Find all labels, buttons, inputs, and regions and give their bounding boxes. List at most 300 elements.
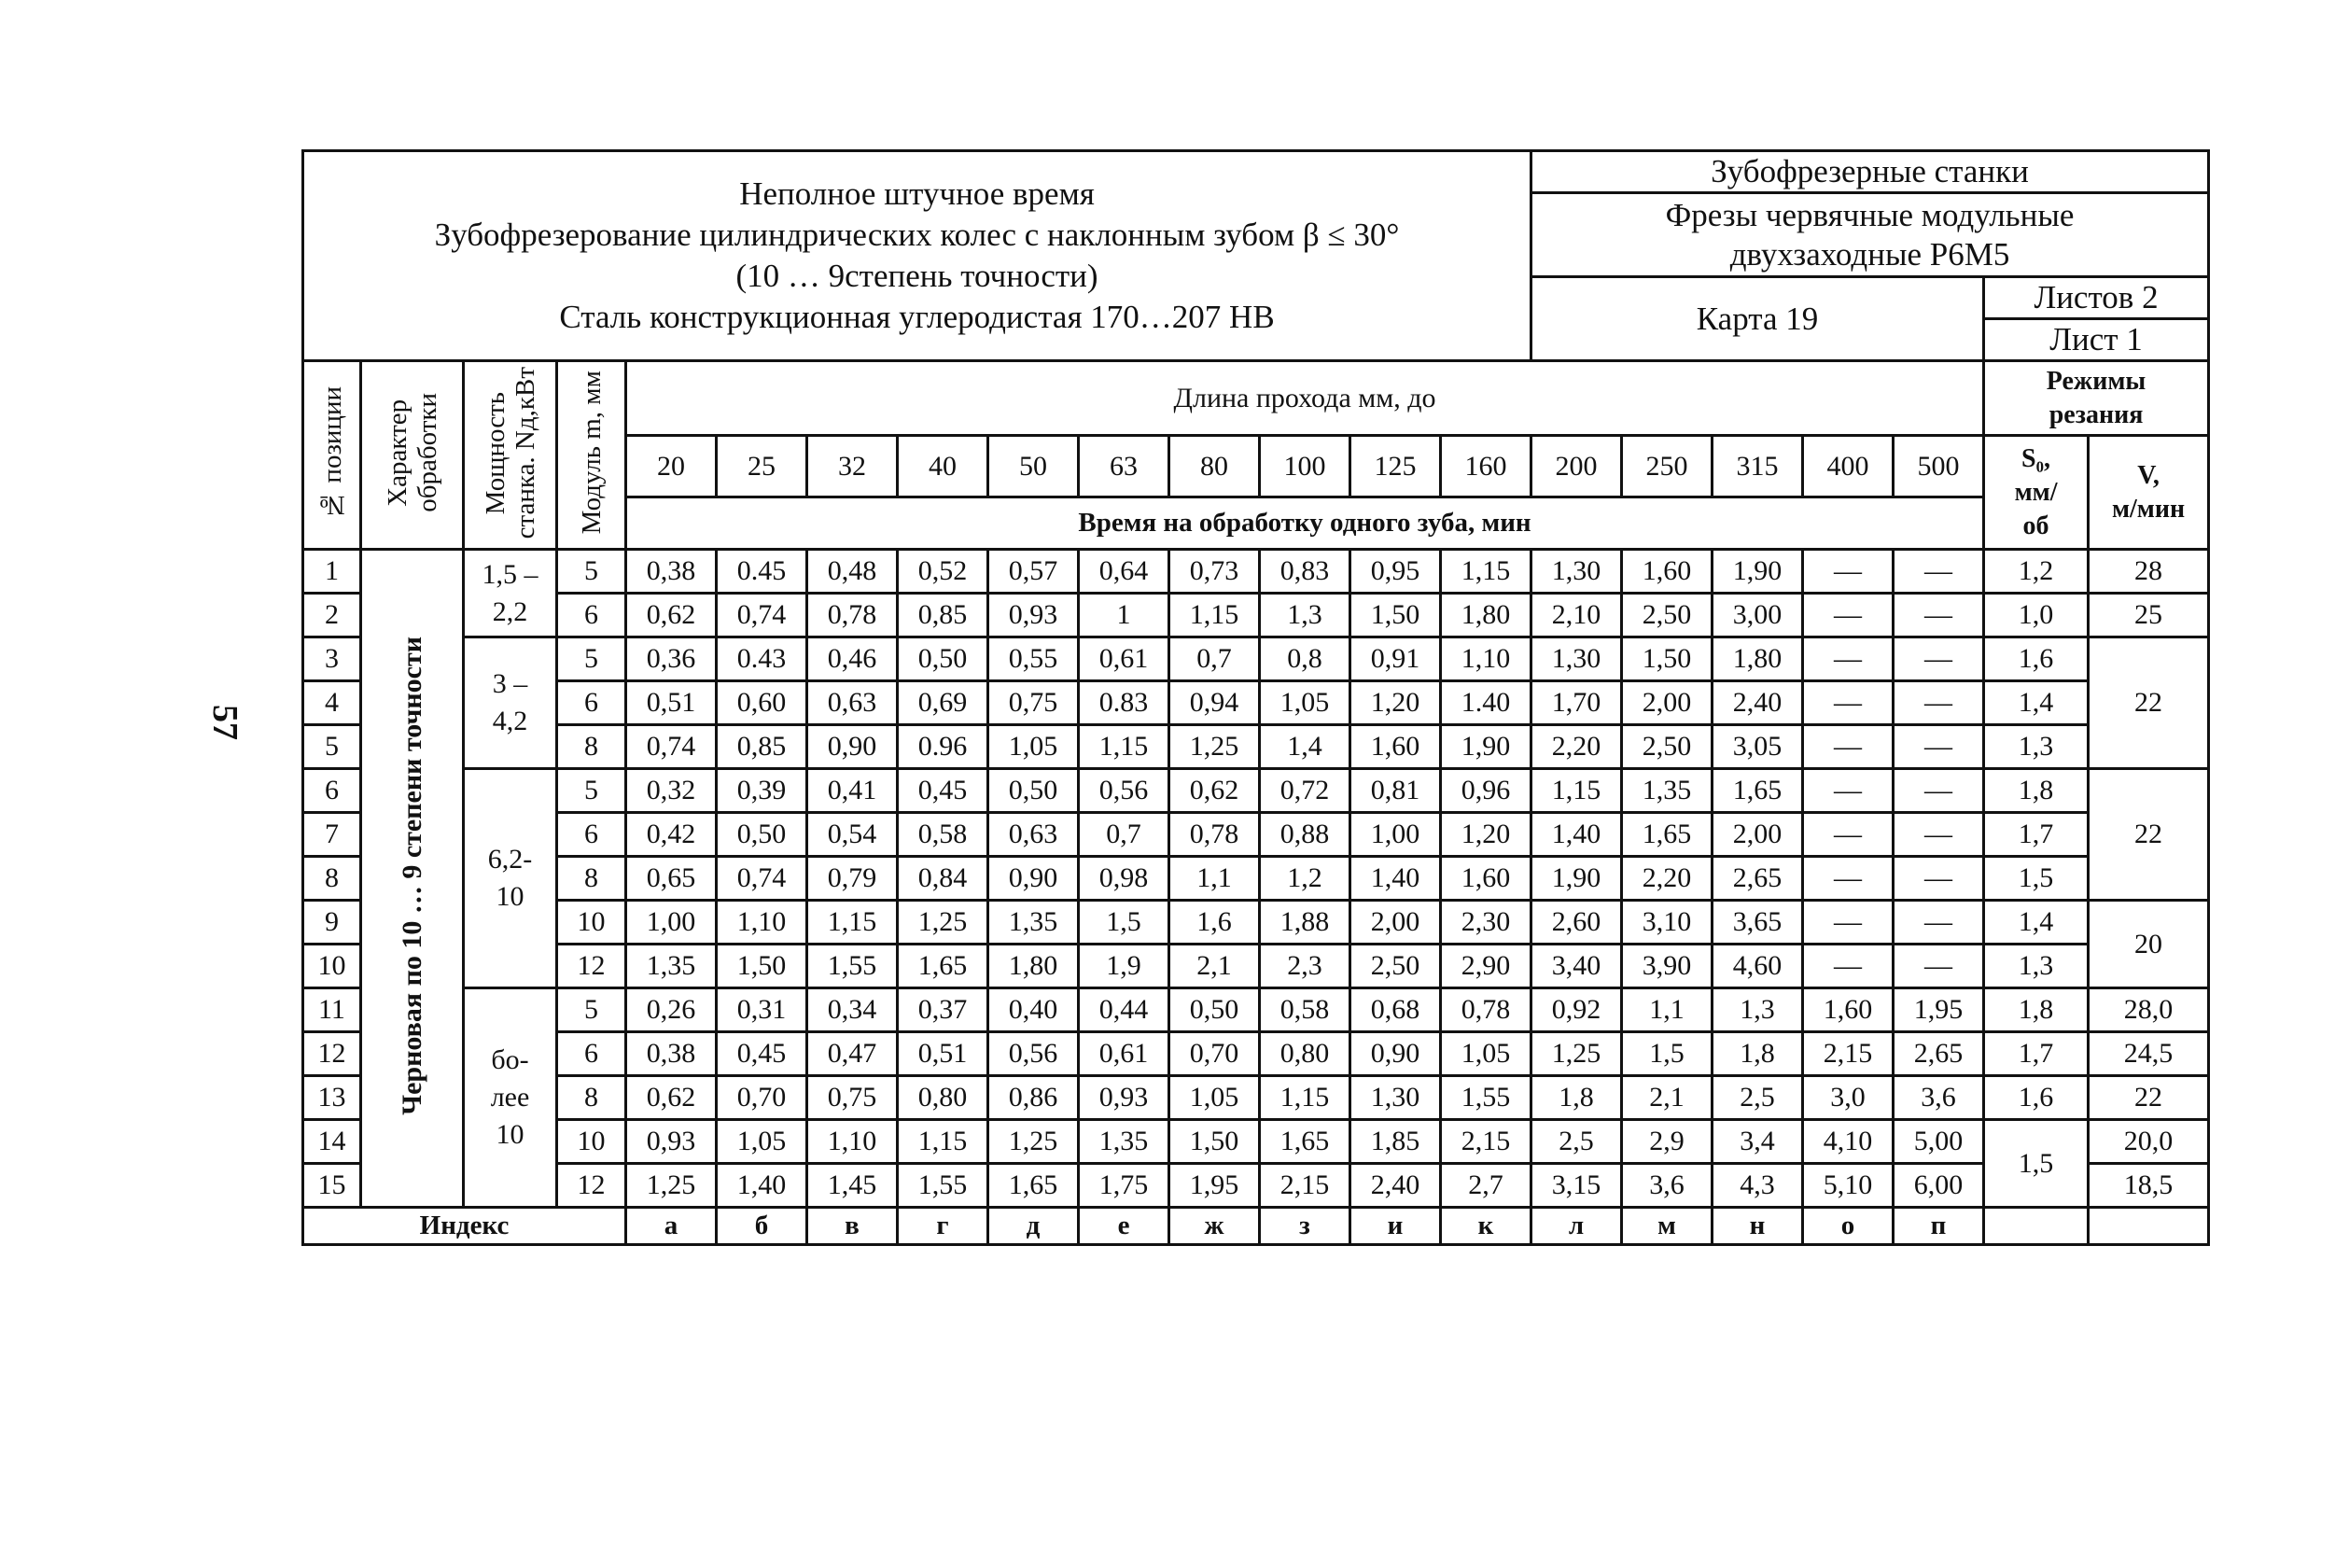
module-cell: 8	[557, 1076, 626, 1120]
time-cell: 0,93	[1079, 1076, 1169, 1120]
time-cell: 1,8	[1713, 1032, 1803, 1076]
time-cell: 1,05	[988, 725, 1079, 769]
time-cell: 1,65	[1622, 813, 1713, 857]
v-cell: 20,0	[2089, 1120, 2209, 1164]
time-cell: 1,25	[1169, 725, 1260, 769]
time-cell: 1,1	[1622, 988, 1713, 1032]
cutter-line-2: двухзаходные Р6М5	[1729, 235, 2010, 273]
time-cell: 0.45	[717, 550, 807, 594]
col-processing-line-1: Характер	[382, 399, 412, 507]
power-group-line: бо-	[491, 1044, 529, 1075]
time-cell: 1,90	[1531, 857, 1622, 901]
tooth-time-header: Время на обработку одного зуба, мин	[626, 497, 1984, 550]
module-cell: 8	[557, 857, 626, 901]
power-group-cell	[464, 769, 557, 988]
sheets-total: Листов 2	[1984, 277, 2209, 319]
time-cell: 1,60	[1441, 857, 1531, 901]
index-letter-cell: и	[1350, 1208, 1441, 1245]
time-cell: 1,90	[1713, 550, 1803, 594]
time-cell: 1,35	[1079, 1120, 1169, 1164]
col-position	[303, 361, 361, 550]
s0-cell: 1,4	[1984, 681, 2089, 725]
page-number: 57	[205, 705, 245, 740]
time-cell: 0,50	[898, 637, 988, 681]
position-cell: 15	[303, 1164, 361, 1208]
position-cell: 2	[303, 594, 361, 637]
time-cell: 0,34	[807, 988, 898, 1032]
time-cell: 0,61	[1079, 637, 1169, 681]
time-cell: 1,30	[1350, 1076, 1441, 1120]
position-cell: 3	[303, 637, 361, 681]
s0-cell: 1,8	[1984, 988, 2089, 1032]
time-cell: 0,90	[1350, 1032, 1441, 1076]
module-cell: 10	[557, 1120, 626, 1164]
time-cell: 1,80	[1713, 637, 1803, 681]
time-cell: 0,48	[807, 550, 898, 594]
time-cell: 1,00	[1350, 813, 1441, 857]
v-header	[2089, 436, 2209, 550]
time-cell: 1,25	[988, 1120, 1079, 1164]
s0-cell: 1,6	[1984, 1076, 2089, 1120]
module-cell: 5	[557, 637, 626, 681]
time-cell: 1,60	[1803, 988, 1894, 1032]
time-cell: 0,86	[988, 1076, 1079, 1120]
time-cell: 1,10	[717, 901, 807, 945]
time-cell: 1,3	[1260, 594, 1350, 637]
time-cell: 0,75	[988, 681, 1079, 725]
cutting-modes-header	[1984, 361, 2209, 436]
s0-cell: 1,8	[1984, 769, 2089, 813]
time-cell: —	[1803, 945, 1894, 988]
time-cell: 1,95	[1169, 1164, 1260, 1208]
time-cell: 0,63	[807, 681, 898, 725]
index-letter-cell: л	[1531, 1208, 1622, 1245]
time-cell: 1,2	[1260, 857, 1350, 901]
time-cell: 2,50	[1350, 945, 1441, 988]
time-cell: 0,69	[898, 681, 988, 725]
title-line-4: Сталь конструкционная углеродистая 170…207 НВ	[559, 299, 1275, 335]
index-empty-v	[2089, 1208, 2209, 1245]
v-line-2: м/мин	[2111, 494, 2186, 524]
position-cell: 7	[303, 813, 361, 857]
time-cell: 2,65	[1713, 857, 1803, 901]
time-cell: 0,78	[1441, 988, 1531, 1032]
time-cell: 0,85	[717, 725, 807, 769]
time-cell: 1,35	[626, 945, 717, 988]
time-cell: 1,05	[1441, 1032, 1531, 1076]
time-cell: 1,65	[1260, 1120, 1350, 1164]
time-cell: 1,45	[807, 1164, 898, 1208]
time-cell: 1,10	[1441, 637, 1531, 681]
index-empty-s0	[1984, 1208, 2089, 1245]
time-cell: 0,74	[626, 725, 717, 769]
time-cell: 0,26	[626, 988, 717, 1032]
time-cell: 0,80	[898, 1076, 988, 1120]
time-cell: 2,50	[1622, 725, 1713, 769]
module-cell: 5	[557, 988, 626, 1032]
module-cell: 5	[557, 550, 626, 594]
time-cell: 1,50	[1622, 637, 1713, 681]
col-power-label	[481, 367, 540, 539]
time-cell: 1	[1079, 594, 1169, 637]
card-label: Карта 19	[1531, 277, 1984, 361]
time-cell: 1,05	[1260, 681, 1350, 725]
length-header-cell: 200	[1531, 436, 1622, 497]
time-cell: 1,15	[1260, 1076, 1350, 1120]
table-row	[303, 988, 2209, 1032]
length-header-cell: 400	[1803, 436, 1894, 497]
time-cell: 0,55	[988, 637, 1079, 681]
col-power	[464, 361, 557, 550]
time-cell: 3,6	[1622, 1164, 1713, 1208]
table-row	[303, 550, 2209, 594]
s0-cell: 1,5	[1984, 857, 2089, 901]
time-cell: 0,50	[988, 769, 1079, 813]
time-cell: 1,70	[1531, 681, 1622, 725]
col-power-line-1: Мощность	[480, 391, 510, 514]
time-cell: 6,00	[1894, 1164, 1984, 1208]
length-header-cell: 50	[988, 436, 1079, 497]
time-cell: 1,35	[988, 901, 1079, 945]
module-cell: 10	[557, 901, 626, 945]
time-cell: 0,72	[1260, 769, 1350, 813]
table-row	[303, 681, 2209, 725]
time-cell: 1,55	[1441, 1076, 1531, 1120]
time-cell: 0,93	[626, 1120, 717, 1164]
time-cell: 2,15	[1260, 1164, 1350, 1208]
index-letter-cell: г	[898, 1208, 988, 1245]
v-cell: 22	[2089, 1076, 2209, 1120]
time-cell: 0,78	[807, 594, 898, 637]
time-cell: —	[1803, 550, 1894, 594]
col-module	[557, 361, 626, 550]
time-cell: 2,30	[1441, 901, 1531, 945]
time-cell: 0,74	[717, 594, 807, 637]
machines-label: Зубофрезерные станки	[1531, 151, 2209, 193]
index-letter-cell: е	[1079, 1208, 1169, 1245]
table-row	[303, 1032, 2209, 1076]
time-cell: 1,15	[1441, 550, 1531, 594]
time-cell: 1,3	[1713, 988, 1803, 1032]
time-cell: 1,5	[1622, 1032, 1713, 1076]
time-cell: 0,63	[988, 813, 1079, 857]
module-cell: 12	[557, 945, 626, 988]
time-cell: 0,45	[717, 1032, 807, 1076]
time-cell: 1,90	[1441, 725, 1531, 769]
time-cell: 2,20	[1622, 857, 1713, 901]
index-letter-cell: к	[1441, 1208, 1531, 1245]
time-cell: 0.43	[717, 637, 807, 681]
time-cell: —	[1894, 945, 1984, 988]
time-cell: 1,25	[898, 901, 988, 945]
time-cell: 0,41	[807, 769, 898, 813]
time-cell: 1,4	[1260, 725, 1350, 769]
length-header-cell: 40	[898, 436, 988, 497]
time-cell: —	[1894, 637, 1984, 681]
time-cell: 0,39	[717, 769, 807, 813]
time-cell: 0,73	[1169, 550, 1260, 594]
time-cell: 0,65	[626, 857, 717, 901]
time-cell: 2,40	[1350, 1164, 1441, 1208]
time-cell: 1.40	[1441, 681, 1531, 725]
pass-length-header: Длина прохода мм, до	[626, 361, 1984, 436]
time-cell: 0,83	[1260, 550, 1350, 594]
time-cell: 3,10	[1622, 901, 1713, 945]
time-cell: 0,61	[1079, 1032, 1169, 1076]
time-cell: 0,79	[807, 857, 898, 901]
position-cell: 4	[303, 681, 361, 725]
module-cell: 6	[557, 681, 626, 725]
index-letter-cell: д	[988, 1208, 1079, 1245]
table-row	[303, 725, 2209, 769]
index-letter-cell: п	[1894, 1208, 1984, 1245]
power-group-line: 10	[496, 1119, 524, 1150]
time-cell: 1,05	[1169, 1076, 1260, 1120]
length-header-cell: 25	[717, 436, 807, 497]
time-cell: 0,54	[807, 813, 898, 857]
time-cell: —	[1894, 725, 1984, 769]
s0-cell: 1,4	[1984, 901, 2089, 945]
s0-cell: 1,3	[1984, 725, 2089, 769]
time-cell: 1,20	[1350, 681, 1441, 725]
time-cell: 2,40	[1713, 681, 1803, 725]
power-group-line: 6,2-	[487, 844, 533, 875]
time-cell: 0,7	[1079, 813, 1169, 857]
time-cell: 2,50	[1622, 594, 1713, 637]
time-cell: 0,38	[626, 1032, 717, 1076]
length-header-cell: 20	[626, 436, 717, 497]
time-cell: 0,70	[717, 1076, 807, 1120]
sheet-number: Лист 1	[1984, 319, 2209, 361]
s0-cell: 1,7	[1984, 813, 2089, 857]
time-cell: 0,74	[717, 857, 807, 901]
time-cell: 0,98	[1079, 857, 1169, 901]
time-cell: 1,50	[717, 945, 807, 988]
power-group-line: 1,5 –	[482, 558, 538, 590]
time-cell: 1,40	[1531, 813, 1622, 857]
time-cell: 1,40	[1350, 857, 1441, 901]
time-cell: 0,70	[1169, 1032, 1260, 1076]
length-header-cell: 160	[1441, 436, 1531, 497]
title-line-3: (10 … 9степень точности)	[735, 258, 1098, 294]
time-cell: 1,50	[1169, 1120, 1260, 1164]
col-position-label: № позиции	[316, 385, 347, 520]
position-cell: 6	[303, 769, 361, 813]
position-cell: 8	[303, 857, 361, 901]
table-row	[303, 637, 2209, 681]
s0-cell: 1,7	[1984, 1032, 2089, 1076]
time-cell: 0,92	[1531, 988, 1622, 1032]
time-cell: 3,05	[1713, 725, 1803, 769]
power-group-line: 2,2	[492, 595, 528, 627]
v-cell: 22	[2089, 769, 2209, 901]
time-cell: 0,78	[1169, 813, 1260, 857]
time-cell: 1,05	[717, 1120, 807, 1164]
time-cell: 2,7	[1441, 1164, 1531, 1208]
time-cell: 1,50	[1350, 594, 1441, 637]
table-title	[303, 151, 1531, 361]
v-line-1: V,	[2137, 460, 2160, 490]
time-cell: 0,90	[807, 725, 898, 769]
time-cell: 0,50	[1169, 988, 1260, 1032]
col-module-label: Модуль m, мм	[576, 371, 607, 535]
time-cell: 2,00	[1713, 813, 1803, 857]
index-letter-cell: м	[1622, 1208, 1713, 1245]
time-cell: 0,85	[898, 594, 988, 637]
s0-line-2: мм/	[2014, 477, 2058, 507]
s0-cell: 1,5	[1984, 1120, 2089, 1208]
time-cell: —	[1894, 681, 1984, 725]
index-label: Индекс	[303, 1208, 626, 1245]
time-cell: —	[1894, 857, 1984, 901]
time-cell: 4,3	[1713, 1164, 1803, 1208]
time-cell: 2,15	[1803, 1032, 1894, 1076]
modes-line-1: Режимы	[2046, 366, 2146, 396]
time-cell: 3,40	[1531, 945, 1622, 988]
time-cell: 1,20	[1441, 813, 1531, 857]
time-cell: 0,90	[988, 857, 1079, 901]
power-group-cell	[464, 988, 557, 1208]
time-cell: 0,46	[807, 637, 898, 681]
time-cell: 1,25	[626, 1164, 717, 1208]
col-processing-label	[383, 393, 442, 512]
time-cell: 4,10	[1803, 1120, 1894, 1164]
modes-line-2: резания	[2048, 399, 2144, 429]
v-cell: 28	[2089, 550, 2209, 594]
table-row	[303, 901, 2209, 945]
time-cell: 2,00	[1350, 901, 1441, 945]
index-letter-cell: о	[1803, 1208, 1894, 1245]
time-cell: 1,9	[1079, 945, 1169, 988]
v-cell: 28,0	[2089, 988, 2209, 1032]
table-row	[303, 945, 2209, 988]
time-cell: 1,60	[1622, 550, 1713, 594]
processing-type-cell	[361, 550, 464, 1208]
time-cell: 1,15	[1079, 725, 1169, 769]
time-cell: 0,56	[988, 1032, 1079, 1076]
power-group-cell	[464, 637, 557, 769]
time-cell: 0.96	[898, 725, 988, 769]
time-cell: 0,37	[898, 988, 988, 1032]
time-cell: 0,60	[717, 681, 807, 725]
time-cell: 1,55	[898, 1164, 988, 1208]
time-cell: 0,64	[1079, 550, 1169, 594]
time-cell: 0,32	[626, 769, 717, 813]
time-cell: 0,62	[626, 594, 717, 637]
time-cell: —	[1803, 857, 1894, 901]
length-header-cell: 100	[1260, 436, 1350, 497]
s0-line-1: S₀,	[2021, 443, 2051, 473]
time-cell: 0,47	[807, 1032, 898, 1076]
cutter-label	[1531, 193, 2209, 277]
s0-cell: 1,0	[1984, 594, 2089, 637]
time-cell: 3,00	[1713, 594, 1803, 637]
position-cell: 10	[303, 945, 361, 988]
time-cell: 1,5	[1079, 901, 1169, 945]
table-row	[303, 594, 2209, 637]
norm-table	[301, 149, 2210, 1246]
time-cell: 5,10	[1803, 1164, 1894, 1208]
time-cell: 0,95	[1350, 550, 1441, 594]
time-cell: 0,58	[1260, 988, 1350, 1032]
time-cell: 2,9	[1622, 1120, 1713, 1164]
table-row	[303, 1076, 2209, 1120]
time-cell: —	[1894, 769, 1984, 813]
v-cell: 25	[2089, 594, 2209, 637]
time-cell: 2,60	[1531, 901, 1622, 945]
time-cell: 1,00	[626, 901, 717, 945]
time-cell: 1,15	[898, 1120, 988, 1164]
time-cell: 4,60	[1713, 945, 1803, 988]
index-letter-cell: в	[807, 1208, 898, 1245]
table-row	[303, 1120, 2209, 1164]
time-cell: 0,88	[1260, 813, 1350, 857]
length-header-cell: 32	[807, 436, 898, 497]
time-cell: —	[1894, 901, 1984, 945]
position-cell: 1	[303, 550, 361, 594]
time-cell: 1,65	[1713, 769, 1803, 813]
time-cell: 5,00	[1894, 1120, 1984, 1164]
time-cell: —	[1894, 550, 1984, 594]
time-cell: 2,20	[1531, 725, 1622, 769]
time-cell: 1,80	[1441, 594, 1531, 637]
col-processing-line-2: обработки	[412, 393, 442, 512]
cutter-line-1: Фрезы червячные модульные	[1665, 196, 2075, 233]
s0-line-3: об	[2022, 511, 2049, 540]
length-header-cell: 80	[1169, 436, 1260, 497]
time-cell: 0,31	[717, 988, 807, 1032]
time-cell: 0,36	[626, 637, 717, 681]
time-cell: 0,94	[1169, 681, 1260, 725]
module-cell: 6	[557, 813, 626, 857]
time-cell: 2,15	[1441, 1120, 1531, 1164]
time-cell: 3,0	[1803, 1076, 1894, 1120]
power-group-line: 4,2	[492, 706, 528, 736]
table-row	[303, 813, 2209, 857]
length-header-cell: 250	[1622, 436, 1713, 497]
time-cell: 2,5	[1713, 1076, 1803, 1120]
processing-type-label: Черновая по 10 … 9 степени точности	[396, 637, 427, 1115]
time-cell: 0,93	[988, 594, 1079, 637]
time-cell: 0,81	[1350, 769, 1441, 813]
time-cell: —	[1894, 594, 1984, 637]
time-cell: 2,65	[1894, 1032, 1984, 1076]
time-cell: 0,84	[898, 857, 988, 901]
time-cell: 0,68	[1350, 988, 1441, 1032]
v-cell: 18,5	[2089, 1164, 2209, 1208]
time-cell: 0,56	[1079, 769, 1169, 813]
time-cell: 0,62	[626, 1076, 717, 1120]
module-cell: 6	[557, 1032, 626, 1076]
length-header-cell: 315	[1713, 436, 1803, 497]
time-cell: 2,1	[1622, 1076, 1713, 1120]
module-cell: 5	[557, 769, 626, 813]
time-cell: 0,52	[898, 550, 988, 594]
time-cell: 1,35	[1622, 769, 1713, 813]
time-cell: 0,51	[626, 681, 717, 725]
title-line-1: Неполное штучное время	[739, 175, 1095, 212]
v-cell: 24,5	[2089, 1032, 2209, 1076]
power-group-cell	[464, 550, 557, 637]
index-letter-cell: б	[717, 1208, 807, 1245]
time-cell: 0,40	[988, 988, 1079, 1032]
time-cell: 1,60	[1350, 725, 1441, 769]
time-cell: 1,65	[898, 945, 988, 988]
col-power-line-2: станка. Nд,кВт	[510, 366, 540, 539]
time-cell: 0,45	[898, 769, 988, 813]
time-cell: 3,65	[1713, 901, 1803, 945]
time-cell: —	[1803, 901, 1894, 945]
